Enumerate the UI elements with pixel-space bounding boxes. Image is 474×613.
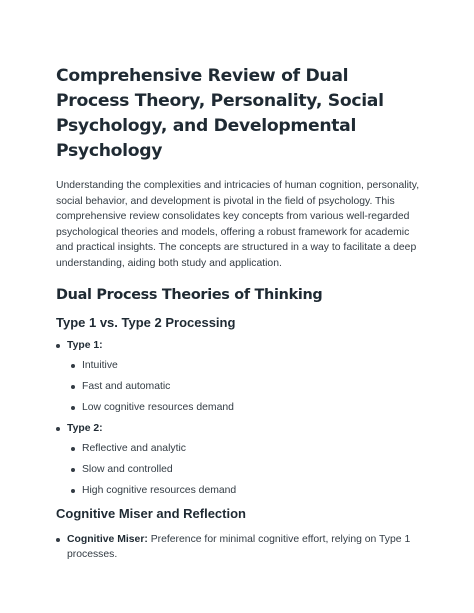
- list-item-type1: [56, 338, 424, 416]
- list-item: Fast and automatic: [69, 379, 424, 395]
- list-item: Slow and controlled: [69, 462, 424, 478]
- subsection-heading-miser: Cognitive Miser and Reflection: [56, 505, 246, 521]
- list-item: Intuitive: [69, 358, 424, 374]
- section-heading: Dual Process Theories of Thinking: [56, 286, 323, 303]
- type1-sublist: [69, 358, 424, 415]
- subsection-heading-processing: Type 1 vs. Type 2 Processing: [56, 314, 236, 330]
- list-item: Reflective and analytic: [69, 441, 424, 457]
- type1-label: Type 1:: [67, 339, 103, 351]
- processing-list: [56, 338, 424, 499]
- list-item-cognitive-miser: [56, 532, 424, 563]
- list-item: High cognitive resources demand: [69, 483, 424, 499]
- list-item-type2: [56, 421, 424, 499]
- miser-label: Cognitive Miser:: [67, 533, 148, 545]
- miser-list: [56, 532, 424, 563]
- intro-paragraph: Understanding the complexities and intricacies of human cognition, personality, social behavior, and development is pivotal in the field of psychology. This comprehensive review consolidates key concepts from various well-regarded psychological theories and models, offering a robust framework for academic and practical insights. The concepts are structured in a way to facilitate a deep understanding, aiding both study and application.: [56, 180, 420, 269]
- type2-sublist: [69, 441, 424, 498]
- list-item: Low cognitive resources demand: [69, 400, 424, 416]
- document-title: Comprehensive Review of Dual Process Theory, Personality, Social Psychology, and Developmental Psychology: [56, 66, 384, 161]
- type2-label: Type 2:: [67, 422, 103, 434]
- miser-text: Preference for minimal cognitive effort, relying on Type 1 processes.: [67, 533, 411, 561]
